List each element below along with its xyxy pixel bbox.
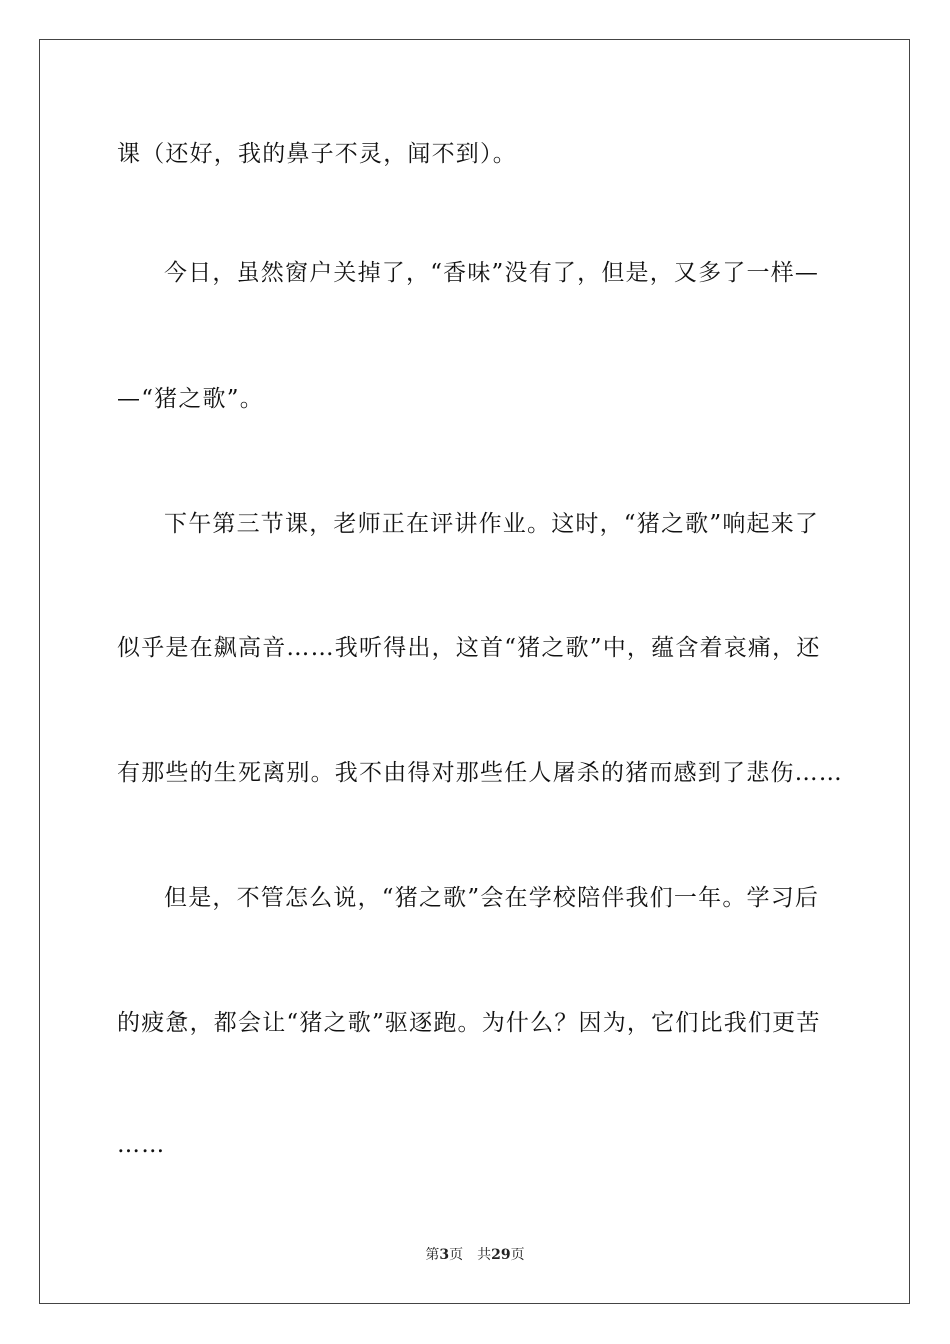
text-line: —“猪之歌”。: [117, 386, 264, 412]
page-suffix: 页: [449, 1247, 464, 1263]
total-pages: 29: [491, 1247, 511, 1263]
text-line: 今日，虽然窗户关掉了，“香味”没有了，但是，又多了一样—: [164, 260, 820, 286]
text-line: 有那些的生死离别。我不由得对那些任人屠杀的猪而感到了悲伤……: [117, 760, 843, 786]
text-line: 课（还好，我的鼻子不灵，闻不到）。: [117, 141, 517, 167]
total-suffix: 页: [510, 1247, 525, 1263]
text-line: 下午第三节课，老师正在评讲作业。这时，“猪之歌”响起来了: [164, 511, 820, 537]
page-footer: [0, 1245, 950, 1265]
text-line: 的疲惫，都会让“猪之歌”驱逐跑。为什么？因为，它们比我们更苦: [117, 1010, 821, 1036]
total-prefix: 共: [477, 1247, 492, 1263]
page-frame: [39, 39, 910, 1304]
text-line: 但是，不管怎么说，“猪之歌”会在学校陪伴我们一年。学习后: [164, 885, 820, 911]
page-prefix: 第: [425, 1247, 440, 1263]
text-line: 似乎是在飙高音……我听得出，这首“猪之歌”中，蕴含着哀痛，还: [117, 635, 821, 661]
page-number: 3: [439, 1247, 450, 1263]
text-line: ……: [117, 1132, 166, 1158]
